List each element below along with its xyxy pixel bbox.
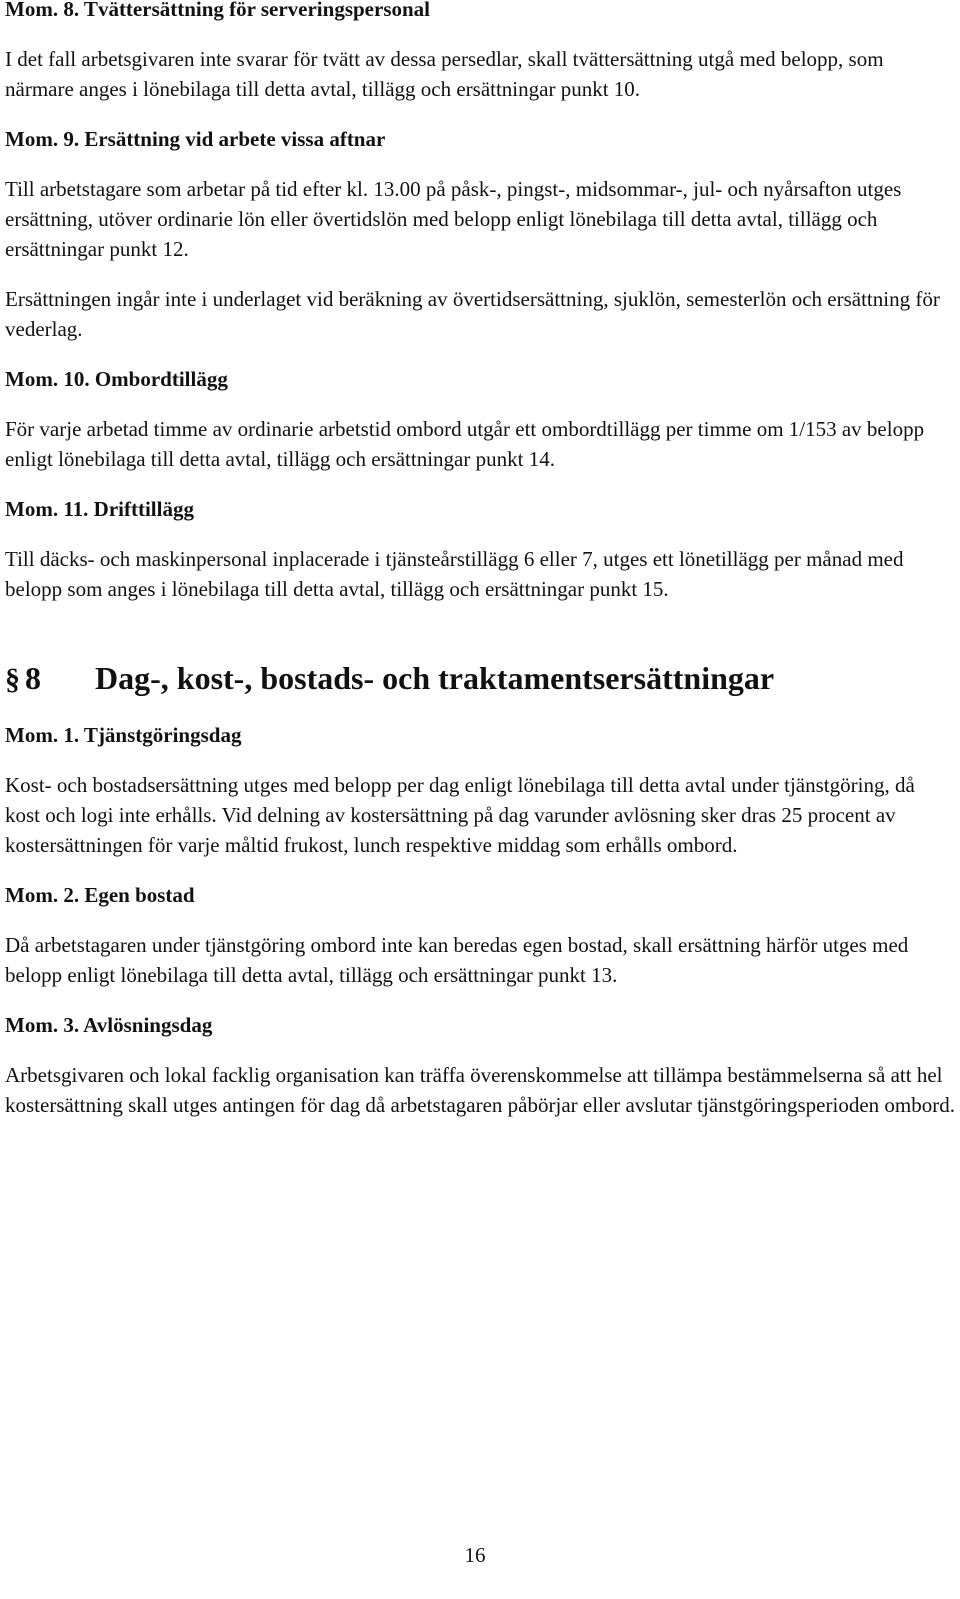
chapter-title: Dag-, kost-, bostads- och traktamentsersättningar [95, 660, 775, 696]
chapter-heading [5, 658, 955, 700]
paragraph-ch-mom3: Arbetsgivaren och lokal facklig organisation kan träffa överenskommelse att tillämpa bestämmelserna så att hel kostersättning skall utges antingen för dag då arbetstagaren påbörjar eller avslutar tjänstgöringsperioden ombord. [5, 1063, 955, 1117]
section-sign-icon: § [5, 663, 20, 696]
paragraph-mom8: I det fall arbetsgivaren inte svarar för tvätt av dessa persedlar, skall tvättersättning utgå med belopp, som närmare anges i lönebilaga till detta avtal, tillägg och ersättningar punkt 10. [5, 47, 884, 101]
paragraph-mom11: Till däcks- och maskinpersonal inplacerade i tjänsteårstillägg 6 eller 7, utges ett lönetillägg per månad med belopp som anges i lönebilaga till detta avtal, tillägg och ersättningar punkt 15. [5, 547, 904, 601]
page-number: 16 [464, 1543, 486, 1567]
chapter-number: 8 [25, 660, 41, 696]
section-heading-mom8: Mom. 8. Tvättersättning för serveringspersonal [5, 0, 431, 21]
section-heading-ch-mom3: Mom. 3. Avlösningsdag [5, 1013, 213, 1037]
paragraph-ch-mom2: Då arbetstagaren under tjänstgöring ombord inte kan beredas egen bostad, skall ersättning härför utges med belopp enligt lönebilaga till detta avtal, tillägg och ersättningar punkt 13. [5, 933, 909, 987]
section-heading-mom10: Mom. 10. Ombordtillägg [5, 367, 228, 391]
paragraph-mom9-2: Ersättningen ingår inte i underlaget vid beräkning av övertidsersättning, sjuklön, semesterlön och ersättning för vederlag. [5, 287, 940, 341]
section-heading-ch-mom1: Mom. 1. Tjänstgöringsdag [5, 723, 242, 747]
document-page [5, 0, 955, 1120]
paragraph-ch-mom1: Kost- och bostadsersättning utges med belopp per dag enligt lönebilaga till detta avtal under tjänstgöring, då kost och logi inte erhålls. Vid delning av kostersättning på dag varunder avlösning sker dras 25 procent av kostersättningen för varje måltid frukost, lunch respektive middag som erhålls ombord. [5, 773, 915, 857]
paragraph-mom9-1: Till arbetstagare som arbetar på tid efter kl. 13.00 på påsk-, pingst-, midsommar-, jul- och nyårsafton utges ersättning, utöver ordinarie lön eller övertidslön med belopp enligt lönebilaga till detta avtal, tillägg och ersättningar punkt 12. [5, 177, 902, 261]
section-heading-mom9: Mom. 9. Ersättning vid arbete vissa aftnar [5, 127, 386, 151]
section-heading-ch-mom2: Mom. 2. Egen bostad [5, 883, 195, 907]
paragraph-mom10: För varje arbetad timme av ordinarie arbetstid ombord utgår ett ombordtillägg per timme om 1/153 av belopp enligt lönebilaga till detta avtal, tillägg och ersättningar punkt 14. [5, 417, 925, 471]
section-heading-mom11: Mom. 11. Drifttillägg [5, 497, 194, 521]
